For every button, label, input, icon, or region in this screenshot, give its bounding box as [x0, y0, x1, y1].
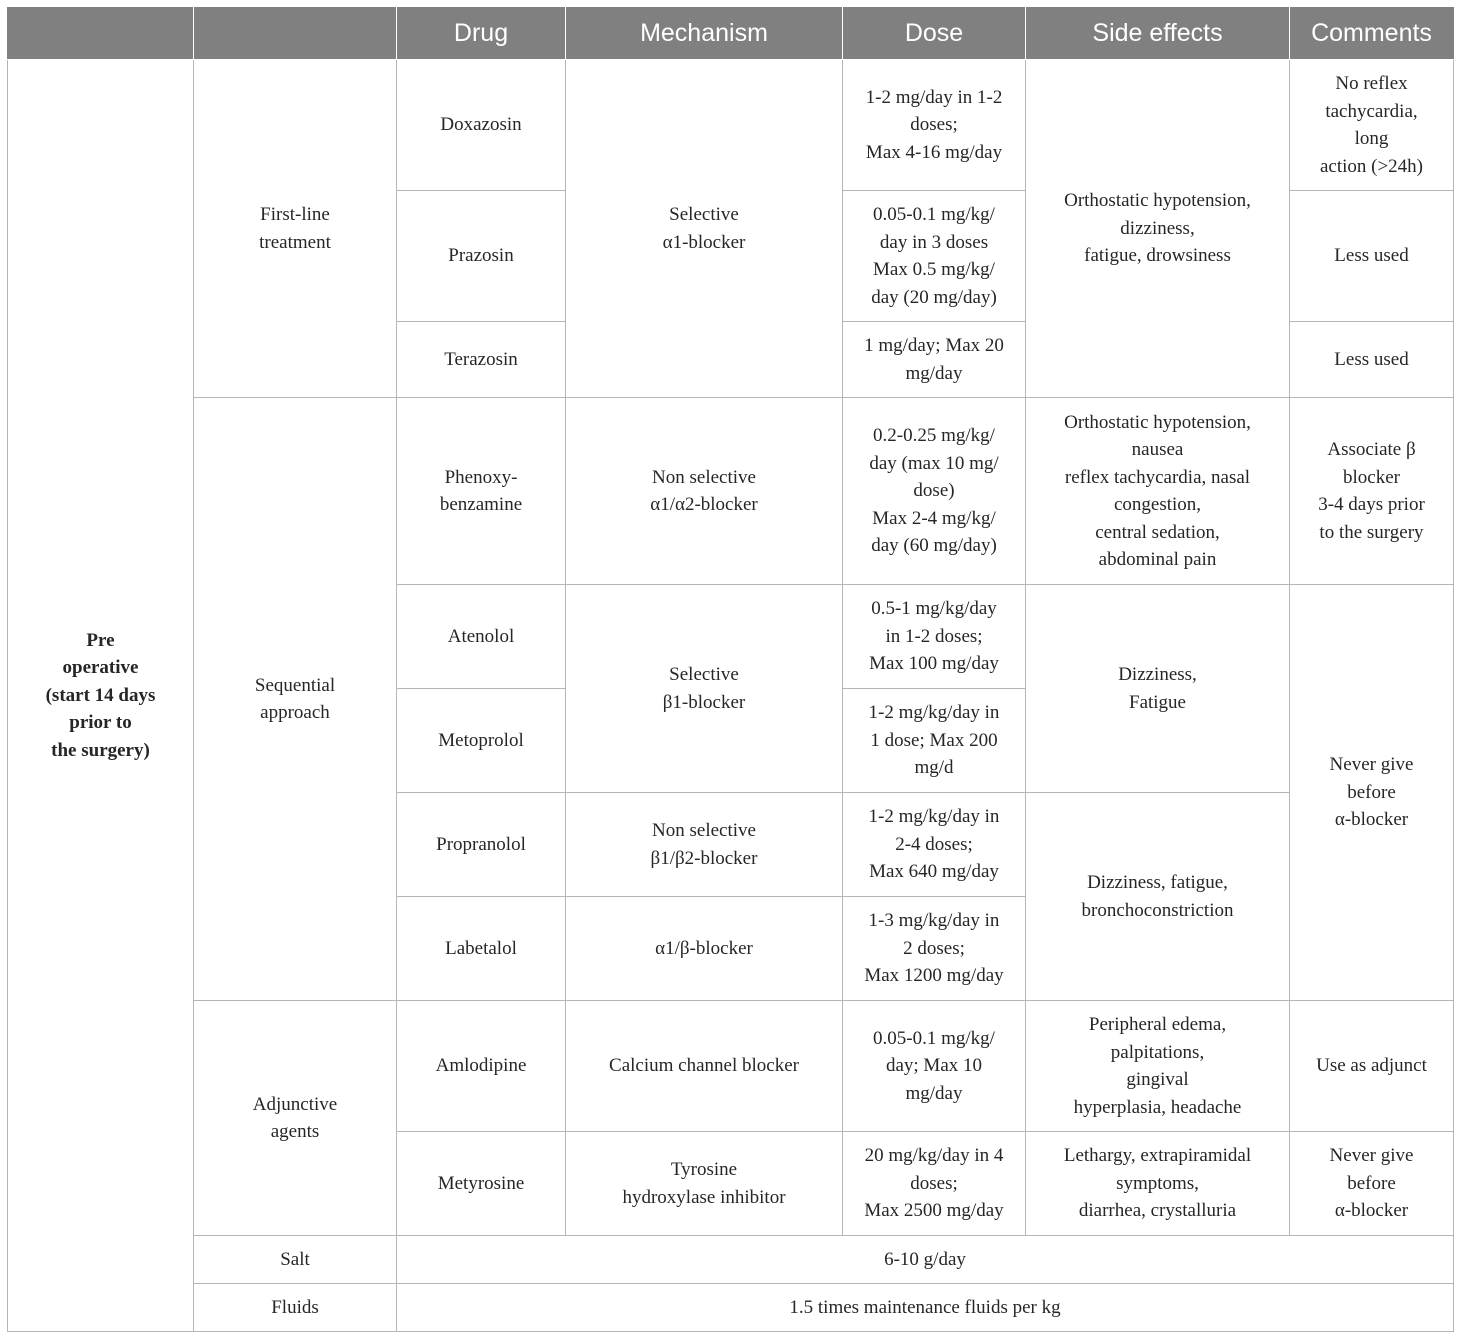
comments-cell: Less used — [1290, 191, 1454, 322]
drug-cell: Terazosin — [397, 322, 566, 398]
header-side-effects: Side effects — [1026, 8, 1290, 60]
header-group — [194, 8, 397, 60]
phase-cell: Pre operative (start 14 days prior to the surgery) — [8, 60, 194, 1332]
comments-cell: Never give before α-blocker — [1290, 585, 1454, 1001]
side-effects-cell: Dizziness, fatigue, bronchoconstriction — [1026, 793, 1290, 1001]
table-row — [8, 398, 1454, 585]
side-effects-cell: Orthostatic hypotension, dizziness, fatigue, drowsiness — [1026, 60, 1290, 398]
drug-cell: Propranolol — [397, 793, 566, 897]
table-container — [7, 7, 1454, 1332]
side-effects-cell: Lethargy, extrapiramidal symptoms, diarrhea, crystalluria — [1026, 1132, 1290, 1236]
dose-cell: 1-2 mg/kg/day in 1 dose; Max 200 mg/d — [843, 689, 1026, 793]
mechanism-cell: Selective β1-blocker — [566, 585, 843, 793]
drug-cell: Prazosin — [397, 191, 566, 322]
dose-cell: 0.05-0.1 mg/kg/ day in 3 doses Max 0.5 mg/kg/ day (20 mg/day) — [843, 191, 1026, 322]
drug-cell: Metoprolol — [397, 689, 566, 793]
comments-cell: No reflex tachycardia, long action (>24h) — [1290, 60, 1454, 191]
drug-cell: Doxazosin — [397, 60, 566, 191]
drug-table — [7, 7, 1454, 1332]
drug-cell: Amlodipine — [397, 1001, 566, 1132]
salt-value: 6-10 g/day — [397, 1236, 1454, 1284]
dose-cell: 1-3 mg/kg/day in 2 doses; Max 1200 mg/day — [843, 897, 1026, 1001]
drug-cell: Atenolol — [397, 585, 566, 689]
dose-cell: 1-2 mg/day in 1-2 doses; Max 4-16 mg/day — [843, 60, 1026, 191]
mechanism-cell: Tyrosine hydroxylase inhibitor — [566, 1132, 843, 1236]
header-row — [8, 8, 1454, 60]
mechanism-cell: α1/β-blocker — [566, 897, 843, 1001]
comments-cell: Use as adjunct — [1290, 1001, 1454, 1132]
side-effects-cell: Peripheral edema, palpitations, gingival hyperplasia, headache — [1026, 1001, 1290, 1132]
comments-cell: Associate β blocker 3-4 days prior to the surgery — [1290, 398, 1454, 585]
dose-cell: 0.2-0.25 mg/kg/ day (max 10 mg/ dose) Max 2-4 mg/kg/ day (60 mg/day) — [843, 398, 1026, 585]
comments-cell: Less used — [1290, 322, 1454, 398]
dose-cell: 0.5-1 mg/kg/day in 1-2 doses; Max 100 mg/day — [843, 585, 1026, 689]
drug-cell: Metyrosine — [397, 1132, 566, 1236]
drug-cell: Phenoxy- benzamine — [397, 398, 566, 585]
comments-cell: Never give before α-blocker — [1290, 1132, 1454, 1236]
header-dose: Dose — [843, 8, 1026, 60]
group-adjunctive: Adjunctive agents — [194, 1001, 397, 1236]
mechanism-cell: Non selective α1/α2-blocker — [566, 398, 843, 585]
group-sequential: Sequential approach — [194, 398, 397, 1001]
dose-cell: 1-2 mg/kg/day in 2-4 doses; Max 640 mg/day — [843, 793, 1026, 897]
dose-cell: 20 mg/kg/day in 4 doses; Max 2500 mg/day — [843, 1132, 1026, 1236]
header-phase — [8, 8, 194, 60]
salt-row — [8, 1236, 1454, 1284]
mechanism-cell: Selective α1-blocker — [566, 60, 843, 398]
table-row — [8, 1001, 1454, 1132]
group-fluids: Fluids — [194, 1284, 397, 1332]
fluids-value: 1.5 times maintenance fluids per kg — [397, 1284, 1454, 1332]
group-first-line: First-line treatment — [194, 60, 397, 398]
table-row — [8, 60, 1454, 191]
side-effects-cell: Orthostatic hypotension, nausea reflex tachycardia, nasal congestion, central sedation, abdominal pain — [1026, 398, 1290, 585]
group-salt: Salt — [194, 1236, 397, 1284]
header-drug: Drug — [397, 8, 566, 60]
dose-cell: 1 mg/day; Max 20 mg/day — [843, 322, 1026, 398]
fluids-row — [8, 1284, 1454, 1332]
dose-cell: 0.05-0.1 mg/kg/ day; Max 10 mg/day — [843, 1001, 1026, 1132]
side-effects-cell: Dizziness, Fatigue — [1026, 585, 1290, 793]
drug-cell: Labetalol — [397, 897, 566, 1001]
header-comments: Comments — [1290, 8, 1454, 60]
header-mechanism: Mechanism — [566, 8, 843, 60]
mechanism-cell: Calcium channel blocker — [566, 1001, 843, 1132]
mechanism-cell: Non selective β1/β2-blocker — [566, 793, 843, 897]
